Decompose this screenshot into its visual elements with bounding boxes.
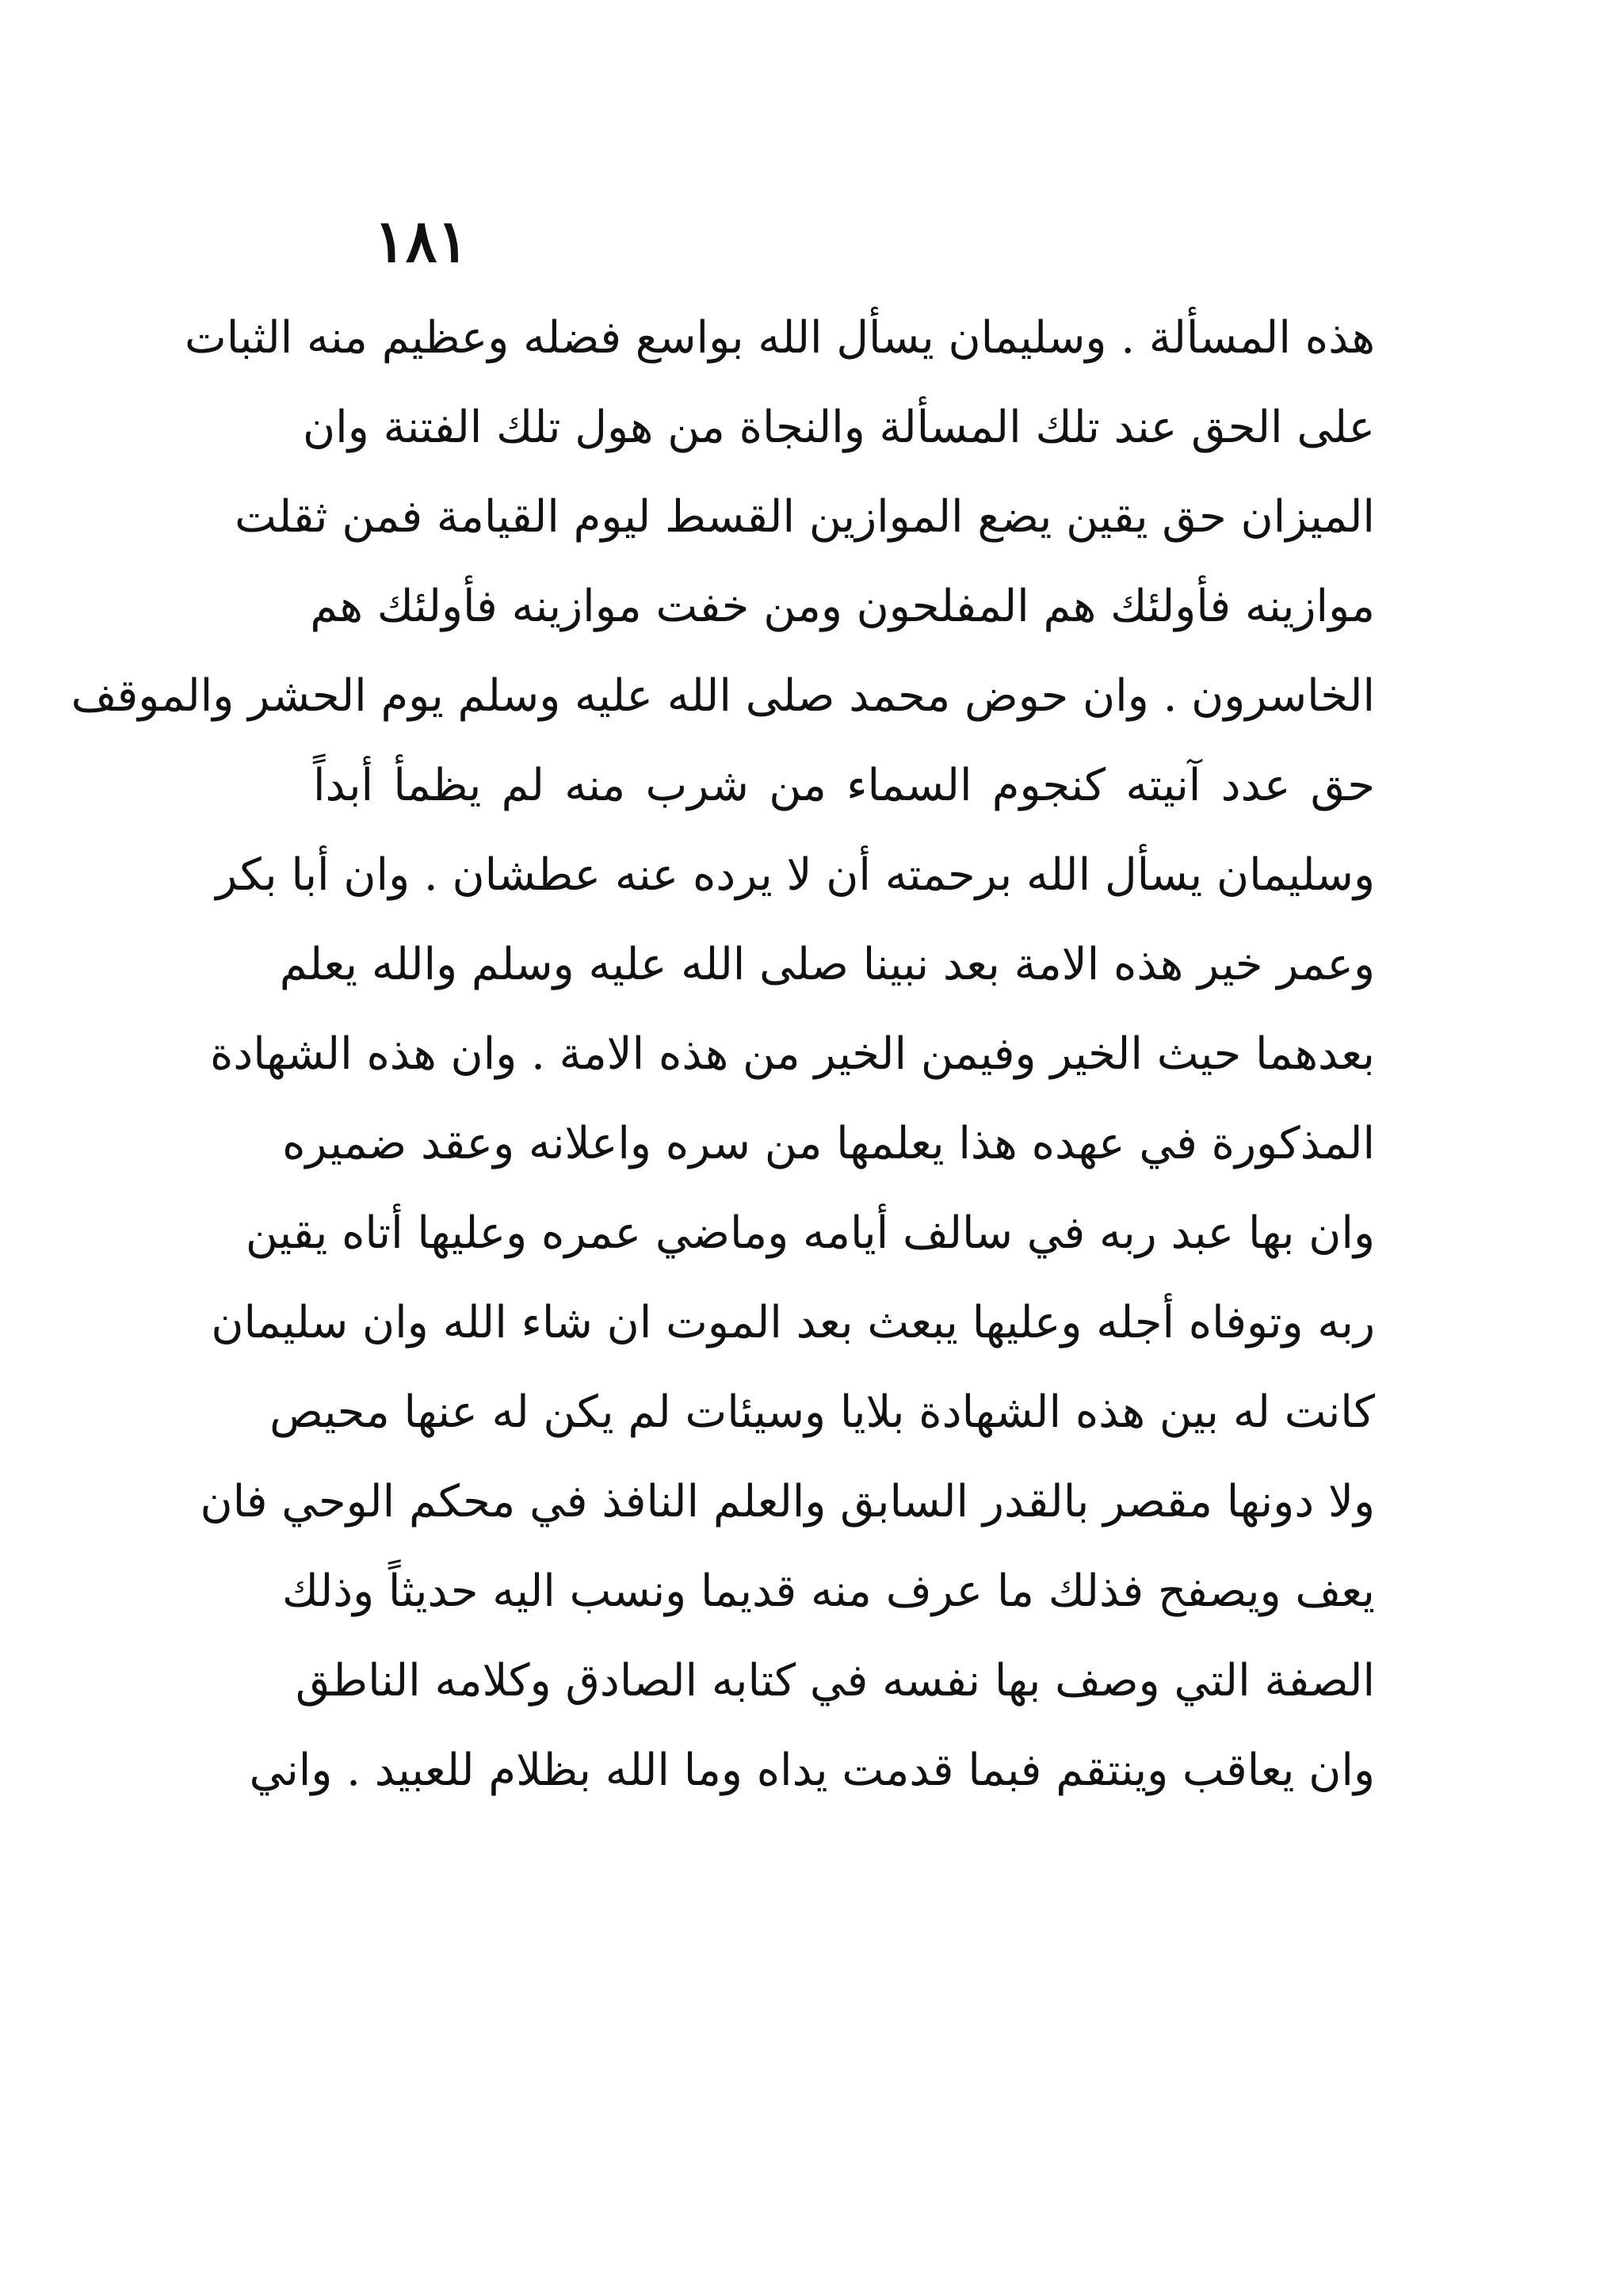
text-line: بعدهما حيث الخير وفيمن الخير من هذه الامة . وان هذه الشهادة	[209, 1028, 1375, 1080]
text-line: على الحق عند تلك المسألة والنجاة من هول تلك الفتنة وان	[303, 402, 1375, 453]
text-line: ولا دونها مقصر بالقدر السابق والعلم النافذ في محكم الوحي فان	[200, 1476, 1375, 1527]
text-line: المذكورة في عهده هذا يعلمها من سره واعلانه وعقد ضميره	[282, 1118, 1375, 1169]
text-line: حق عدد آنيته كنجوم السماء من شرب منه لم يظمأ أبداً	[313, 760, 1375, 811]
text-line: وان يعاقب وينتقم فبما قدمت يداه وما الله بظلام للعبيد . واني	[249, 1745, 1375, 1796]
text-line: الخاسرون . وان حوض محمد صلى الله عليه وسلم يوم الحشر والموقف	[71, 670, 1375, 722]
text-line: وان بها عبد ربه في سالف أيامه وماضي عمره وعليها أتاه يقين	[245, 1207, 1375, 1259]
text-line: كانت له بين هذه الشهادة بلايا وسيئات لم يكن له عنها محيص	[269, 1386, 1375, 1438]
text-line: وعمر خير هذه الامة بعد نبينا صلى الله عليه وسلم والله يعلم	[279, 939, 1375, 990]
text-line: ربه وتوفاه أجله وعليها يبعث بعد الموت ان شاء الله وان سليمان	[211, 1297, 1375, 1348]
text-line: يعف ويصفح فذلك ما عرف منه قديما ونسب اليه حديثاً وذلك	[281, 1566, 1375, 1617]
text-line: هذه المسألة . وسليمان يسأل الله بواسع فضله وعظيم منه الثبات	[185, 312, 1375, 364]
text-line: موازينه فأولئك هم المفلحون ومن خفت موازينه فأولئك هم	[310, 581, 1375, 632]
body-text	[71, 293, 1375, 1815]
text-line: الميزان حق يقين يضع الموازين القسط ليوم القيامة فمن ثقلت	[235, 491, 1375, 543]
text-line: وسليمان يسأل الله برحمته أن لا يرده عنه عطشان . وان أبا بكر	[216, 849, 1375, 901]
page-number: ١٨١	[374, 208, 469, 276]
text-line: الصفة التي وصف بها نفسه في كتابه الصادق وكلامه الناطق	[295, 1655, 1375, 1707]
